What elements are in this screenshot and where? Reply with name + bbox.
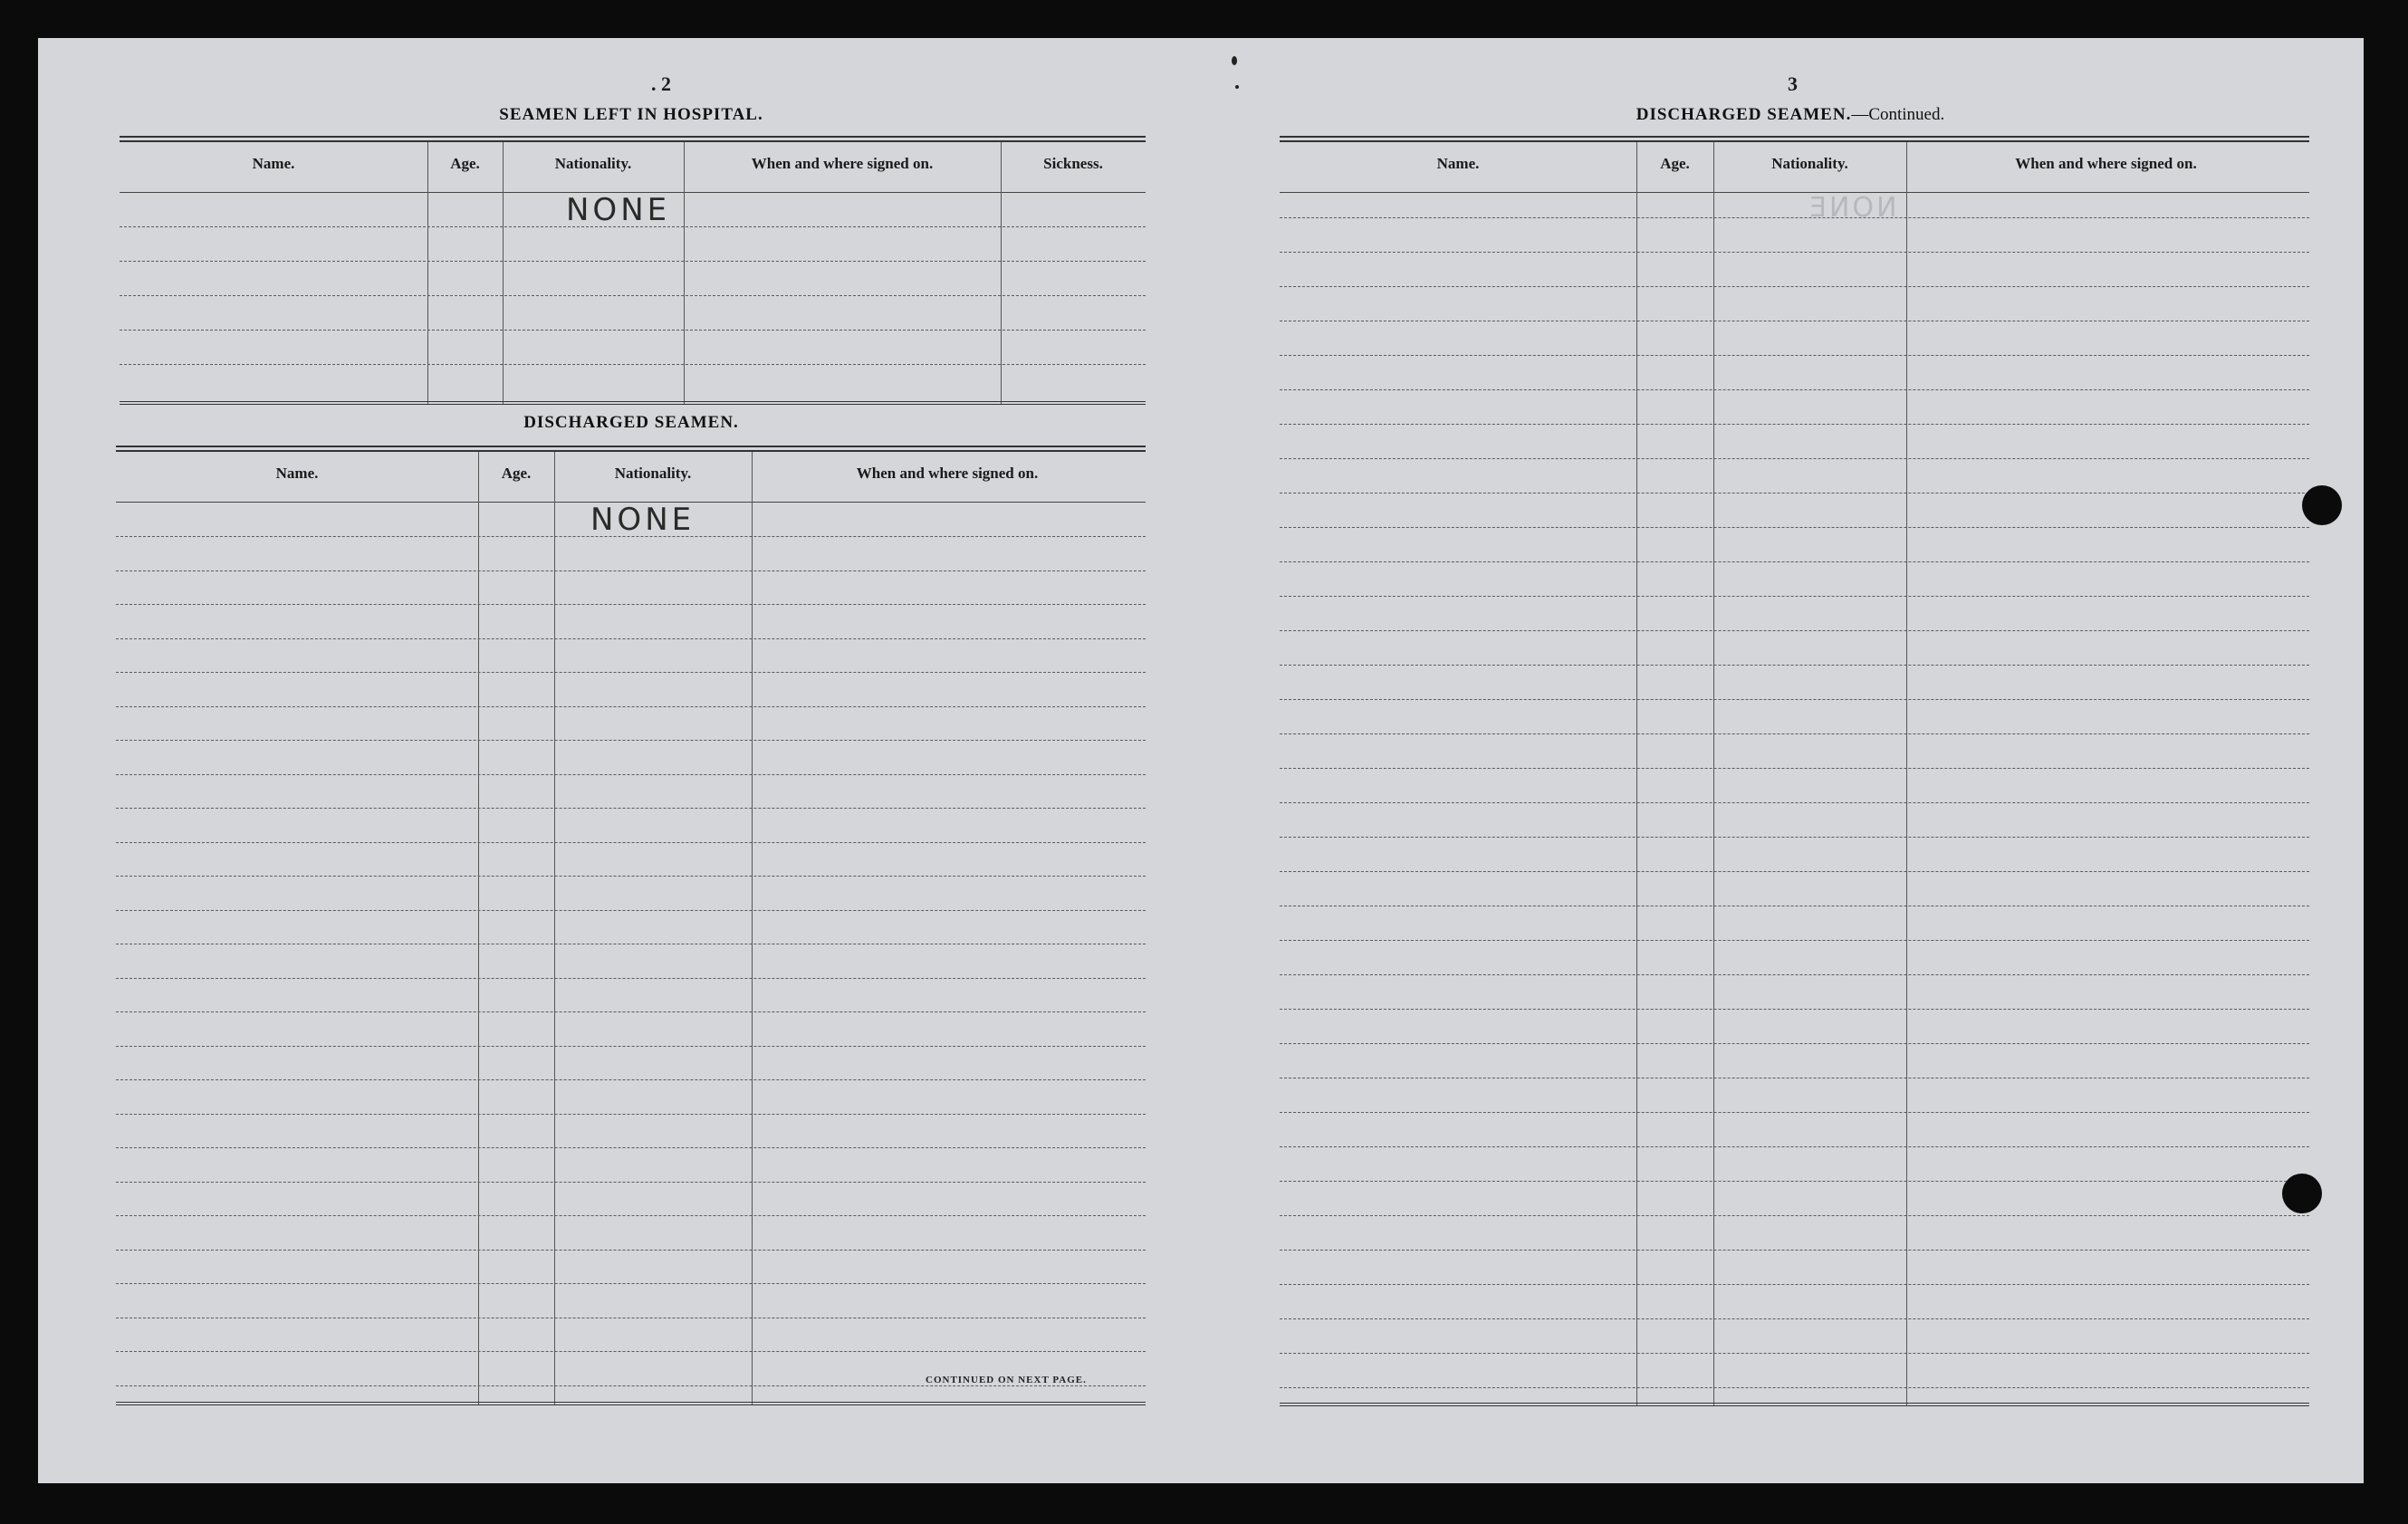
column-divider [1001, 142, 1002, 405]
ruled-line [1280, 802, 2309, 803]
column-divider [503, 142, 504, 405]
ruled-line [1280, 527, 2309, 528]
ink-speck [1235, 85, 1239, 89]
ruled-line [116, 1250, 1146, 1251]
ruled-line [1280, 837, 2309, 838]
ruled-line [116, 1046, 1146, 1047]
ruled-line [1280, 871, 2309, 872]
column-header-signed-on: When and where signed on. [751, 155, 934, 172]
top-double-rule [1280, 136, 2309, 142]
ruled-line [116, 1011, 1146, 1012]
ruled-line [116, 1351, 1146, 1352]
column-divider [752, 452, 753, 1405]
ruled-line [116, 1114, 1146, 1115]
discharged-continued-title [1283, 105, 2298, 125]
ruled-line [1280, 699, 2309, 700]
ruled-line [120, 364, 1146, 365]
hospital-ledger [120, 136, 1146, 405]
ruled-line [116, 910, 1146, 911]
handwritten-entry-none: NONE [590, 502, 696, 538]
column-header-age: Age. [450, 155, 480, 172]
hospital-section-title: SEAMEN LEFT IN HOSPITAL. [499, 105, 763, 124]
ruled-line [1280, 389, 2309, 390]
ruled-line [116, 842, 1146, 843]
left-page [120, 38, 1184, 1483]
ruled-line [1280, 630, 2309, 631]
ruled-line [1280, 940, 2309, 941]
ruled-line [1280, 1146, 2309, 1147]
column-header-name: Name. [252, 155, 295, 172]
bottom-rule [1280, 1403, 2309, 1406]
ruled-line [1280, 355, 2309, 356]
ruled-line [116, 638, 1146, 639]
ruled-line [116, 876, 1146, 877]
ruled-line [1280, 1043, 2309, 1044]
ledger-header [120, 142, 1146, 193]
ruled-line [1280, 1215, 2309, 1216]
ruled-line [1280, 1387, 2309, 1388]
handwritten-entry-none: NONE [566, 192, 671, 228]
ruled-line [116, 978, 1146, 979]
top-double-rule [116, 446, 1146, 452]
column-header-sickness: Sickness. [1043, 155, 1103, 172]
discharged-section-title: DISCHARGED SEAMEN. [523, 413, 739, 432]
ruled-line [1280, 974, 2309, 975]
ruled-line [116, 672, 1146, 673]
bleed-through-text: NONE [1807, 192, 1897, 224]
column-divider [1636, 142, 1637, 1406]
top-double-rule [120, 136, 1146, 142]
column-divider [478, 452, 479, 1405]
section-title-text: DISCHARGED SEAMEN. [1636, 105, 1852, 124]
ruled-line [120, 295, 1146, 296]
ruled-line [1280, 561, 2309, 562]
ruled-line [116, 1182, 1146, 1183]
column-header-name: Name. [275, 465, 319, 482]
ruled-line [1280, 733, 2309, 734]
ink-speck [1232, 56, 1237, 65]
ruled-line [1280, 1318, 2309, 1319]
page-number: . 2 [651, 72, 671, 95]
document-sheet [38, 38, 2364, 1483]
column-header-signed-on: When and where signed on. [856, 465, 1039, 482]
ruled-line [116, 1215, 1146, 1216]
ruled-line [116, 1079, 1146, 1080]
continued-footer: CONTINUED ON NEXT PAGE. [926, 1375, 1087, 1385]
ruled-line [116, 774, 1146, 775]
ruled-line [1280, 252, 2309, 253]
column-header-age: Age. [501, 465, 532, 482]
ruled-line [1280, 665, 2309, 666]
ruled-line [1280, 424, 2309, 425]
column-header-age: Age. [1660, 155, 1690, 172]
column-header-nationality: Nationality. [614, 465, 692, 482]
ledger-header [1280, 142, 2309, 193]
ruled-line [1280, 1353, 2309, 1354]
discharged-ledger [116, 446, 1146, 1405]
right-page [1283, 38, 2347, 1483]
bottom-rule [120, 401, 1146, 405]
ruled-line [1280, 1284, 2309, 1285]
ruled-line [1280, 493, 2309, 494]
ruled-line [116, 706, 1146, 707]
column-divider [554, 452, 555, 1405]
ruled-line [1280, 1112, 2309, 1113]
column-header-nationality: Nationality. [1771, 155, 1848, 172]
ledger-header [116, 452, 1146, 503]
discharged-continued-ledger [1280, 136, 2309, 1406]
column-header-nationality: Nationality. [554, 155, 632, 172]
ruled-line [1280, 217, 2309, 218]
ruled-line [116, 570, 1146, 571]
ruled-line [116, 1147, 1146, 1148]
page-number: 3 [1788, 72, 1798, 95]
column-header-name: Name. [1436, 155, 1480, 172]
ruled-line [1280, 768, 2309, 769]
ruled-line [120, 330, 1146, 331]
ruled-line [116, 808, 1146, 809]
ruled-line [1280, 458, 2309, 459]
ruled-line [116, 604, 1146, 605]
ruled-line [116, 1283, 1146, 1284]
column-divider [1906, 142, 1907, 1406]
ruled-line [116, 740, 1146, 741]
ruled-line [120, 261, 1146, 262]
column-divider [427, 142, 428, 405]
column-header-signed-on: When and where signed on. [2015, 155, 2197, 172]
ruled-line [1280, 1181, 2309, 1182]
column-divider [684, 142, 685, 405]
punch-hole [2282, 1174, 2322, 1213]
ruled-line [1280, 596, 2309, 597]
column-divider [1713, 142, 1714, 1406]
section-title-suffix: —Continued. [1851, 105, 1945, 124]
bottom-rule [116, 1402, 1146, 1405]
punch-hole [2302, 485, 2342, 525]
ruled-line [1280, 1009, 2309, 1010]
ruled-line [1280, 1250, 2309, 1251]
ruled-line [1280, 286, 2309, 287]
